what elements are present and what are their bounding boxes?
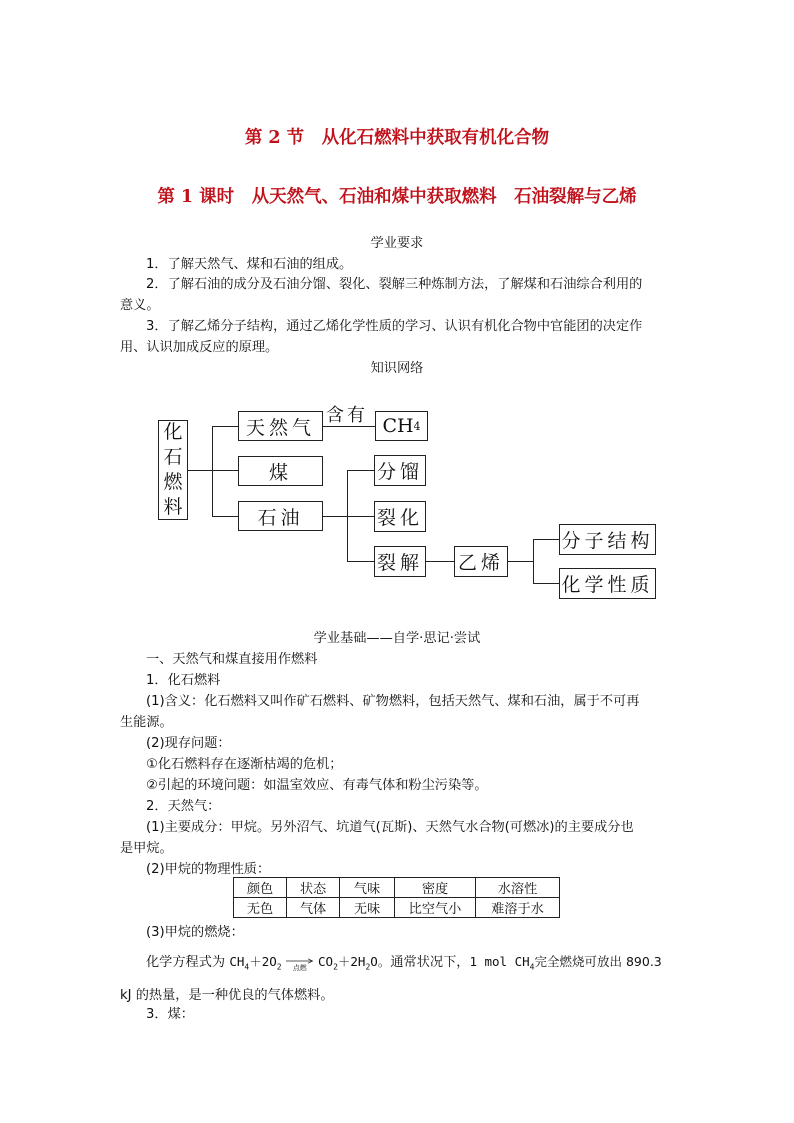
natural-gas-box (238, 411, 323, 441)
connector-fractionation (347, 470, 374, 471)
equation-line (146, 951, 662, 978)
petroleum-label: 石油 (257, 506, 304, 529)
root-char-3: 燃 (163, 471, 183, 493)
fractionation-box (374, 455, 426, 486)
problem-1: ①化石燃料存在逐渐枯竭的危机； (146, 757, 343, 772)
connector-properties (533, 583, 559, 584)
connector-petroleum (212, 516, 238, 517)
problem-2: ②引起的环境问题：如温室效应、有毒气体和粉尘污染等。 (146, 778, 488, 793)
connector-cracking (347, 516, 374, 517)
connector-petroleum-out (323, 516, 348, 517)
fractionation-label: 分馏 (376, 461, 423, 483)
eq-amount: 1 mol CH (469, 954, 530, 969)
combustion-heading: (3)甲烷的燃烧： (146, 925, 244, 940)
table-cell: 气体 (287, 898, 340, 918)
table-cell: 比空气小 (395, 898, 476, 918)
connector-structure (533, 539, 559, 540)
coal-subheading: 3．煤： (146, 1007, 194, 1022)
component-line1: (1)主要成分：甲烷。另外沼气、坑道气(瓦斯)、天然气水合物(可燃冰)的主要成分也 (146, 820, 634, 835)
table-header-cell: 密度 (395, 878, 476, 898)
equation-reactant-ch4 (229, 954, 250, 972)
structure-box (559, 524, 656, 555)
connector-root (188, 470, 213, 471)
table-header-cell: 颜色 (234, 878, 287, 898)
coal-box (238, 456, 323, 486)
pyrolysis-label: 裂解 (376, 552, 423, 574)
connector-ethylene-vertical (533, 539, 534, 584)
problems-heading: (2)现存问题： (146, 736, 231, 751)
coal-label: 煤 (268, 461, 292, 484)
requirement-2-line1: 2．了解石油的成分及石油分馏、裂化、裂解三种炼制方法，了解煤和石油综合利用的 (146, 277, 643, 292)
heat-line: kJ 的热量，是一种优良的气体燃料。 (120, 988, 334, 1003)
table-header-row (234, 878, 560, 898)
physical-properties-heading: (2)甲烷的物理性质： (146, 862, 271, 877)
ignition-condition: 点燃 (292, 964, 307, 972)
eq-co2-sub: 2 (333, 962, 338, 972)
properties-label: 化学性质 (561, 574, 654, 596)
eq-o2-sub: 2 (276, 962, 282, 972)
equation-suffix: 通常状况下， (390, 955, 470, 970)
cracking-label: 裂化 (376, 507, 423, 529)
connector-ethylene-out (508, 561, 534, 562)
ch4-box (375, 411, 428, 441)
component-line2: 是甲烷。 (120, 841, 173, 856)
structure-label: 分子结构 (561, 530, 654, 552)
section-title: 第 2 节 从化石燃料中获取有机化合物 (244, 128, 550, 148)
equation-amount (469, 954, 535, 972)
ignition-arrow (286, 958, 314, 972)
eq-ch-sub: 4 (244, 962, 250, 972)
natural-gas-label: 天然气 (245, 416, 315, 439)
eq-amount-sub: 4 (529, 962, 535, 972)
eq-co2: CO (318, 954, 334, 969)
meaning-line2: 生能源。 (120, 715, 173, 730)
connector-natural-gas (212, 426, 238, 427)
table-cell: 无色 (234, 898, 287, 918)
fossil-fuel-subheading: 1．化石燃料 (146, 673, 221, 688)
equation-tail (535, 955, 662, 970)
eq-o: O。 (370, 954, 391, 969)
requirement-3-line2: 用、认识加成反应的原理。 (120, 340, 279, 355)
requirement-2-line2: 意义。 (120, 298, 160, 313)
methane-properties-table (233, 877, 560, 918)
eq-h2o-sub: 2 (365, 962, 371, 972)
ch4-label: CH (382, 415, 414, 437)
equation-prefix: 化学方程式为 (146, 955, 226, 970)
basics-heading: 学业基础——自学·思记·尝试 (313, 631, 481, 646)
natural-gas-subheading: 2．天然气： (146, 799, 221, 814)
table-row (234, 898, 560, 918)
requirement-3-line1: 3．了解乙烯分子结构，通过乙烯化学性质的学习、认识有机化合物中官能团的决定作 (146, 319, 643, 334)
requirement-1: 1．了解天然气、煤和石油的组成。 (146, 257, 353, 272)
eq-o2: ＋2O (249, 954, 277, 969)
eq-tail-text: 完全燃烧可放出 890.3 (534, 954, 662, 969)
table-header-cell: 气味 (340, 878, 395, 898)
ch4-subscript: 4 (413, 419, 421, 433)
eq-ch: CH (229, 954, 245, 969)
table-header-cell: 水溶性 (476, 878, 560, 898)
connector-coal (212, 470, 238, 471)
equation-reactant-o2 (249, 954, 282, 972)
petroleum-box (238, 501, 323, 531)
root-char-2: 石 (163, 446, 183, 468)
contains-label: 含有 (326, 405, 368, 426)
connector-ethylene (426, 561, 454, 562)
properties-box (559, 568, 656, 599)
table-header-cell: 状态 (287, 878, 340, 898)
table-cell: 无味 (340, 898, 395, 918)
fossil-fuel-box (158, 420, 188, 520)
eq-h2o: ＋2H (337, 954, 366, 969)
cracking-box (374, 501, 426, 532)
connector-root-vertical (212, 426, 213, 517)
ethylene-box (454, 546, 508, 577)
connector-pyrolysis (347, 561, 374, 562)
network-heading: 知识网络 (370, 361, 424, 376)
meaning-line1: (1)含义：化石燃料又叫作矿石燃料、矿物燃料，包括天然气、煤和石油，属于不可再 (146, 694, 640, 709)
table-cell: 难溶于水 (476, 898, 560, 918)
pyrolysis-box (374, 546, 426, 577)
part-1-heading: 一、天然气和煤直接用作燃料 (146, 652, 318, 667)
equation-products (318, 954, 391, 972)
requirements-heading: 学业要求 (370, 236, 424, 251)
ethylene-label: 乙烯 (457, 552, 504, 574)
root-char-1: 化 (163, 421, 183, 443)
root-char-4: 料 (163, 496, 183, 518)
lesson-title: 第 1 课时 从天然气、石油和煤中获取燃料 石油裂解与乙烯 (157, 187, 637, 207)
